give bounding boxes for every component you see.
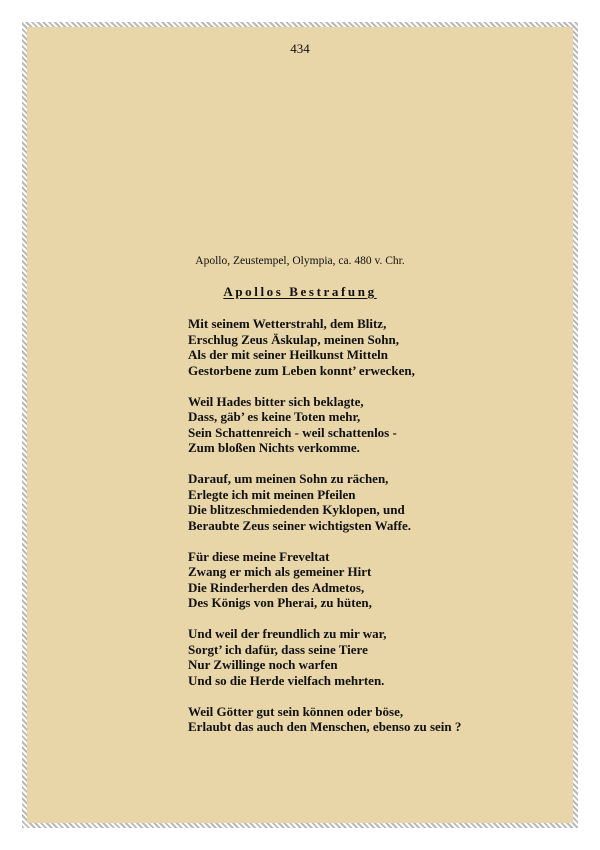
poem-line: Erlaubt das auch den Menschen, ebenso zu sein ? <box>188 719 462 734</box>
image-caption: Apollo, Zeustempel, Olympia, ca. 480 v. Chr. <box>195 255 405 267</box>
stanza <box>188 626 578 688</box>
poem-line: Dass, gäb’ es keine Toten mehr, <box>188 409 361 424</box>
poem-line: Sorgt’ ich dafür, dass seine Tiere <box>188 641 368 657</box>
poem-line: Gestorbene zum Leben konnt’ erwecken, <box>188 362 415 378</box>
poem-line: Sein Schattenreich - weil schattenlos - <box>188 424 397 440</box>
poem-body <box>188 316 578 750</box>
poem-line: Nur Zwillinge noch warfen <box>188 657 338 672</box>
poem-title: Apollos Bestrafung <box>223 284 377 299</box>
poem-line: Zum bloßen Nichts verkomme. <box>188 440 360 455</box>
poem-line: Weil Hades bitter sich beklagte, <box>188 393 364 409</box>
stanza <box>188 549 578 611</box>
page-number: 434 <box>290 41 310 56</box>
poem-line: Des Königs von Pherai, zu hüten, <box>188 595 372 610</box>
poem-line: Beraubte Zeus seiner wichtigsten Waffe. <box>188 517 412 533</box>
stanza <box>188 316 578 378</box>
poem-line: Und so die Herde vielfach mehrten. <box>188 672 385 688</box>
poem-line: Erlegte ich mit meinen Pfeilen <box>188 486 356 502</box>
poem-line: Als der mit seiner Heilkunst Mitteln <box>188 347 388 362</box>
poem-line: Zwang er mich als gemeiner Hirt <box>188 564 372 579</box>
stanza <box>188 394 578 456</box>
poem-line: Mit seinem Wetterstrahl, dem Blitz, <box>188 316 387 331</box>
poem-line: Darauf, um meinen Sohn zu rächen, <box>188 471 389 486</box>
poem-line: Erschlug Zeus Äskulap, meinen Sohn, <box>188 331 399 347</box>
parchment-sheet <box>22 22 578 828</box>
poem-line: Die blitzeschmiedenden Kyklopen, und <box>188 502 405 517</box>
poem-line: Und weil der freundlich zu mir war, <box>188 626 387 641</box>
poem-line: Weil Götter gut sein können oder böse, <box>188 703 404 719</box>
poem-line: Für diese meine Freveltat <box>188 548 330 564</box>
stanza <box>188 704 578 735</box>
poem-line: Die Rinderherden des Admetos, <box>188 579 365 595</box>
stanza <box>188 471 578 533</box>
